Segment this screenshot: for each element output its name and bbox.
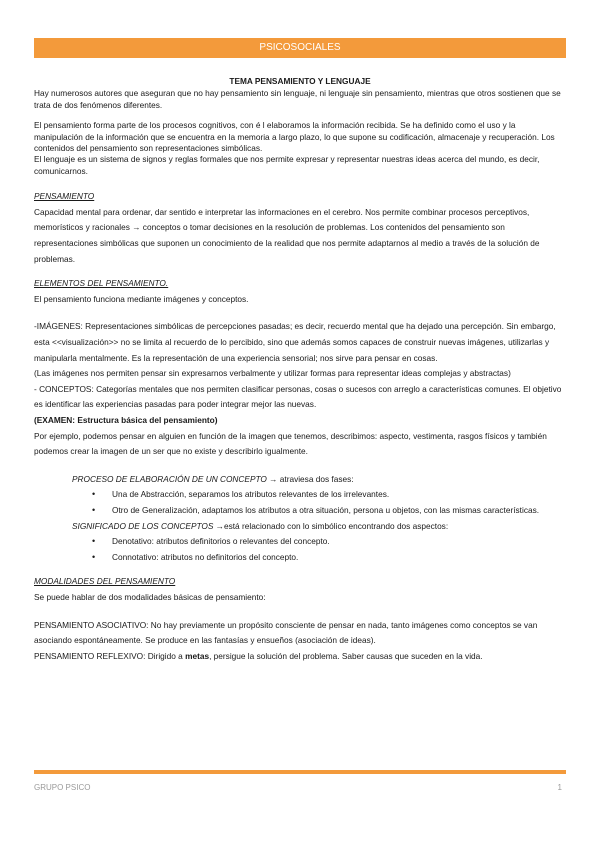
pensamiento-paragraph: Capacidad mental para ordenar, dar sentido e interpretar las informaciones en el cerebro. Nos permite combinar procesos perceptivos, memorísticos y racionales → conceptos o tomar decisiones en la resolución de problemas. Los contenidos del pensamiento son representaciones simbólicas que suponen un conocimiento de la realidad que nos permite adaptarnos al medio a través de la solución de problemas. xyxy=(34,206,540,264)
footer-brand: GRUPO PSICO xyxy=(34,783,91,792)
modalidades-intro: Se puede hablar de dos modalidades básicas de pensamiento: xyxy=(34,591,266,602)
significado-list xyxy=(92,534,566,565)
significado-heading xyxy=(72,519,566,535)
proceso-list xyxy=(92,487,566,518)
imagenes-paragraph: -IMÁGENES: Representaciones simbólicas de percepciones pasadas; es decir, recuerdo mental que ha dejado una percepción. Sin embargo, esta <<visualización>> no se limita al recuerdo de lo percibido, sino que además somos capaces de construir nuevas imágenes, utilizarlas y manipularla mentalmente. Es la representación de una experiencia sensorial; nos sirve para pensar en cosas. xyxy=(34,321,556,363)
document-title: TEMA PENSAMIENTO Y LENGUAJE xyxy=(229,76,371,86)
list-item: • Connotativo: atributos no definitorios del concepto. xyxy=(92,550,566,566)
lenguaje-definition-paragraph: El lenguaje es un sistema de signos y reglas formales que nos permite expresar y representar nuestras ideas acerca del mundo, es decir, comunicarnos. xyxy=(34,154,540,176)
significado-suffix: está relacionado con lo simbólico encontrando dos aspectos: xyxy=(223,520,449,531)
intro-paragraph: Hay numerosos autores que aseguran que no hay pensamiento sin lenguaje, ni lenguaje sin pensamiento, mientras que otros sostienen que se trata de dos fenómenos diferentes. xyxy=(34,88,561,110)
section-heading-elementos: ELEMENTOS DEL PENSAMIENTO. xyxy=(34,278,169,289)
list-item: • Otro de Generalización, adaptamos los atributos a otra situación, persona u objetos, con las mismas características. xyxy=(92,503,566,519)
reflexivo-suffix: , persigue la solución del problema. Saber causas que suceden en la vida. xyxy=(209,650,483,661)
proceso-label: PROCESO DE ELABORACIÓN DE UN CONCEPTO → xyxy=(72,473,278,484)
reflexivo-bold-term: metas xyxy=(185,650,210,661)
pensamiento-definition-paragraph: El pensamiento forma parte de los procesos cognitivos, con é l elaboramos la información recibida. Se ha definido como el uso y la manipulación de la información que se encuentra en la memoria a largo plazo, lo que supone su codificación, almacenaje y recuperación. Los contenidos del pensamiento son representaciones simbólicas. xyxy=(34,120,555,154)
proceso-heading xyxy=(72,472,566,488)
reflexivo-prefix: PENSAMIENTO REFLEXIVO: Dirigido a xyxy=(34,650,186,661)
significado-label: SIGNIFICADO DE LOS CONCEPTOS → xyxy=(72,520,224,531)
header-bar xyxy=(34,38,566,58)
list-item: • Una de Abstracción, separamos los atributos relevantes de los irrelevantes. xyxy=(92,487,566,503)
document-body xyxy=(34,76,566,664)
examen-note: (EXAMEN: Estructura básica del pensamiento) xyxy=(34,414,218,425)
section-heading-modalidades: MODALIDADES DEL PENSAMIENTO xyxy=(34,576,176,587)
proceso-suffix: atraviesa dos fases: xyxy=(277,473,354,484)
footer-rule xyxy=(34,770,566,774)
page-number: 1 xyxy=(557,783,562,792)
imagenes-note: (Las imágenes nos permiten pensar sin expresarnos verbalmente y utilizar formas para representar ideas complejas y abstractas) xyxy=(34,368,511,379)
reflexivo-paragraph xyxy=(34,649,566,665)
list-item: • Denotativo: atributos definitorios o relevantes del concepto. xyxy=(92,534,566,550)
asociativo-paragraph: PENSAMIENTO ASOCIATIVO: No hay previamente un propósito consciente de pensar en nada, tanto imágenes como conceptos se van asociando espontáneamente. Se produce en las fantasías y ensueños (asociación de ideas). xyxy=(34,619,538,646)
header-title: PSICOSOCIALES xyxy=(259,42,341,53)
elementos-intro: El pensamiento funciona mediante imágenes y conceptos. xyxy=(34,293,249,304)
section-heading-pensamiento: PENSAMIENTO xyxy=(34,191,95,202)
conceptos-paragraph: - CONCEPTOS: Categorías mentales que nos permiten clasificar personas, cosas o sucesos con arreglo a características comunes. El objetivo es identificar las experiencias pasadas para poder integrar mejor las nuevas. xyxy=(34,383,562,410)
ejemplo-paragraph: Por ejemplo, podemos pensar en alguien en función de la imagen que tenemos, describimos: aspecto, vestimenta, rasgos físicos y también podemos crear la imagen de un ser que no existe y describirlo igualmente. xyxy=(34,430,547,457)
